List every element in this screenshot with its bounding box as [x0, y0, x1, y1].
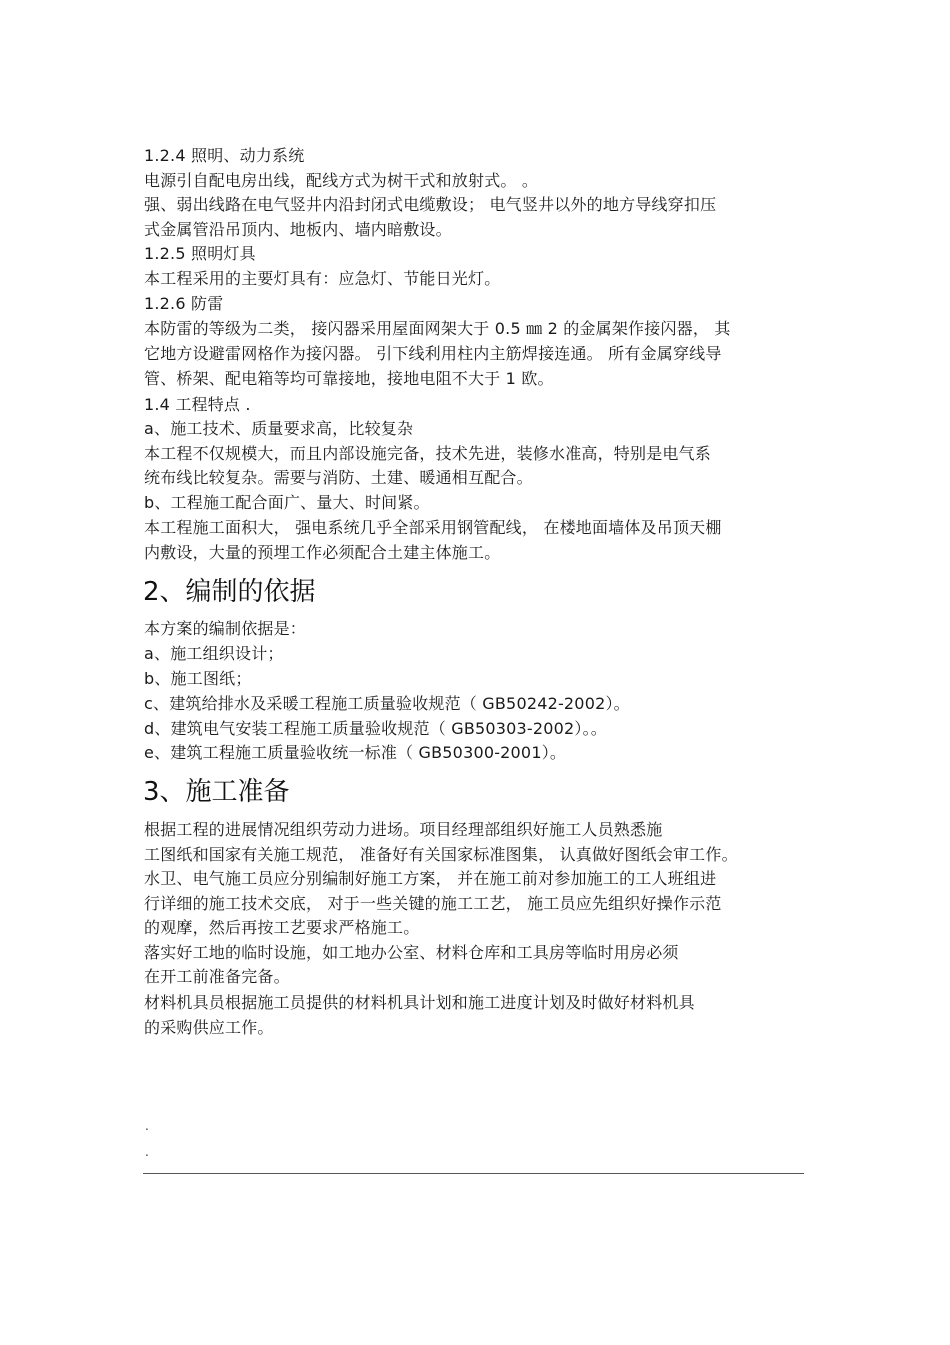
section-1-2-5-heading: 1.2.5 照明灯具 [144, 244, 256, 263]
body-line: 式金属管沿吊顶内、地板内、墙内暗敷设。 [144, 220, 452, 239]
basis-item-e: e、建筑工程施工质量验收统一标准（ GB50300-2001）。 [144, 743, 567, 762]
basis-item-c: c、建筑给排水及采暖工程施工质量验收规范（ GB50242-2002）。 [144, 694, 630, 713]
footer-mark: . [145, 1145, 149, 1159]
prep-line: 材料机具员根据施工员提供的材料机具计划和施工进度计划及时做好材料机具 [144, 993, 695, 1012]
body-line: 统布线比较复杂。需要与消防、土建、暖通相互配合。 [144, 468, 533, 487]
basis-intro: 本方案的编制依据是： [144, 619, 307, 638]
section-1-2-6-heading: 1.2.6 防雷 [144, 294, 224, 313]
prep-line: 根据工程的进展情况组织劳动力进场。项目经理部组织好施工人员熟悉施 [144, 820, 663, 839]
prep-line: 的采购供应工作。 [144, 1018, 274, 1037]
section-1-4-heading: 1.4 工程特点 . [144, 395, 251, 414]
body-line: 内敷设，大量的预埋工作必须配合土建主体施工。 [144, 543, 501, 562]
subpoint-a: a、施工技术、质量要求高，比较复杂 [144, 419, 414, 438]
subpoint-b: b、工程施工配合面广、量大、时间紧。 [144, 493, 430, 512]
body-line: 强、弱出线路在电气竖井内沿封闭式电缆敷设； 电气竖井以外的地方导线穿扣压 [144, 195, 717, 214]
prep-line: 的观摩，然后再按工艺要求严格施工。 [144, 918, 420, 937]
section-3-heading: 3、施工准备 [143, 777, 290, 807]
prep-line: 在开工前准备完备。 [144, 967, 290, 986]
section-1-2-4-heading: 1.2.4 照明、动力系统 [144, 146, 305, 165]
body-line: 电源引自配电房出线，配线方式为树干式和放射式。 。 [144, 171, 539, 190]
body-line: 本工程施工面积大， 强电系统几乎全部采用钢管配线， 在楼地面墙体及吊顶天棚 [144, 518, 722, 537]
prep-line: 工图纸和国家有关施工规范， 准备好有关国家标准图集， 认真做好图纸会审工作。 [144, 845, 738, 864]
prep-line: 行详细的施工技术交底， 对于一些关键的施工工艺， 施工员应先组织好操作示范 [144, 894, 722, 913]
basis-item-a: a、施工组织设计； [144, 644, 284, 663]
prep-line: 水卫、电气施工员应分别编制好施工方案， 并在施工前对参加施工的工人班组进 [144, 869, 717, 888]
footer-mark: . [145, 1119, 149, 1133]
body-line: 本工程采用的主要灯具有：应急灯、节能日光灯。 [144, 269, 501, 288]
prep-line: 落实好工地的临时设施，如工地办公室、材料仓库和工具房等临时用房必须 [144, 943, 679, 962]
body-line: 管、桥架、配电箱等均可靠接地，接地电阻不大于 1 欧。 [144, 369, 554, 388]
basis-item-d: d、建筑电气安装工程施工质量验收规范（ GB50303-2002）。。 [144, 719, 608, 738]
basis-item-b: b、施工图纸； [144, 669, 252, 688]
body-line: 本工程不仅规模大，而且内部设施完备，技术先进，装修水准高，特别是电气系 [144, 444, 712, 463]
body-line: 它地方设避雷网格作为接闪器。 引下线利用柱内主筋焊接连通。 所有金属穿线导 [144, 344, 722, 363]
footer-divider [143, 1173, 804, 1174]
body-line: 本防雷的等级为二类， 接闪器采用屋面网架大于 0.5 ㎜ 2 的金属架作接闪器， 其 [144, 319, 731, 338]
section-2-heading: 2、编制的依据 [143, 577, 316, 607]
